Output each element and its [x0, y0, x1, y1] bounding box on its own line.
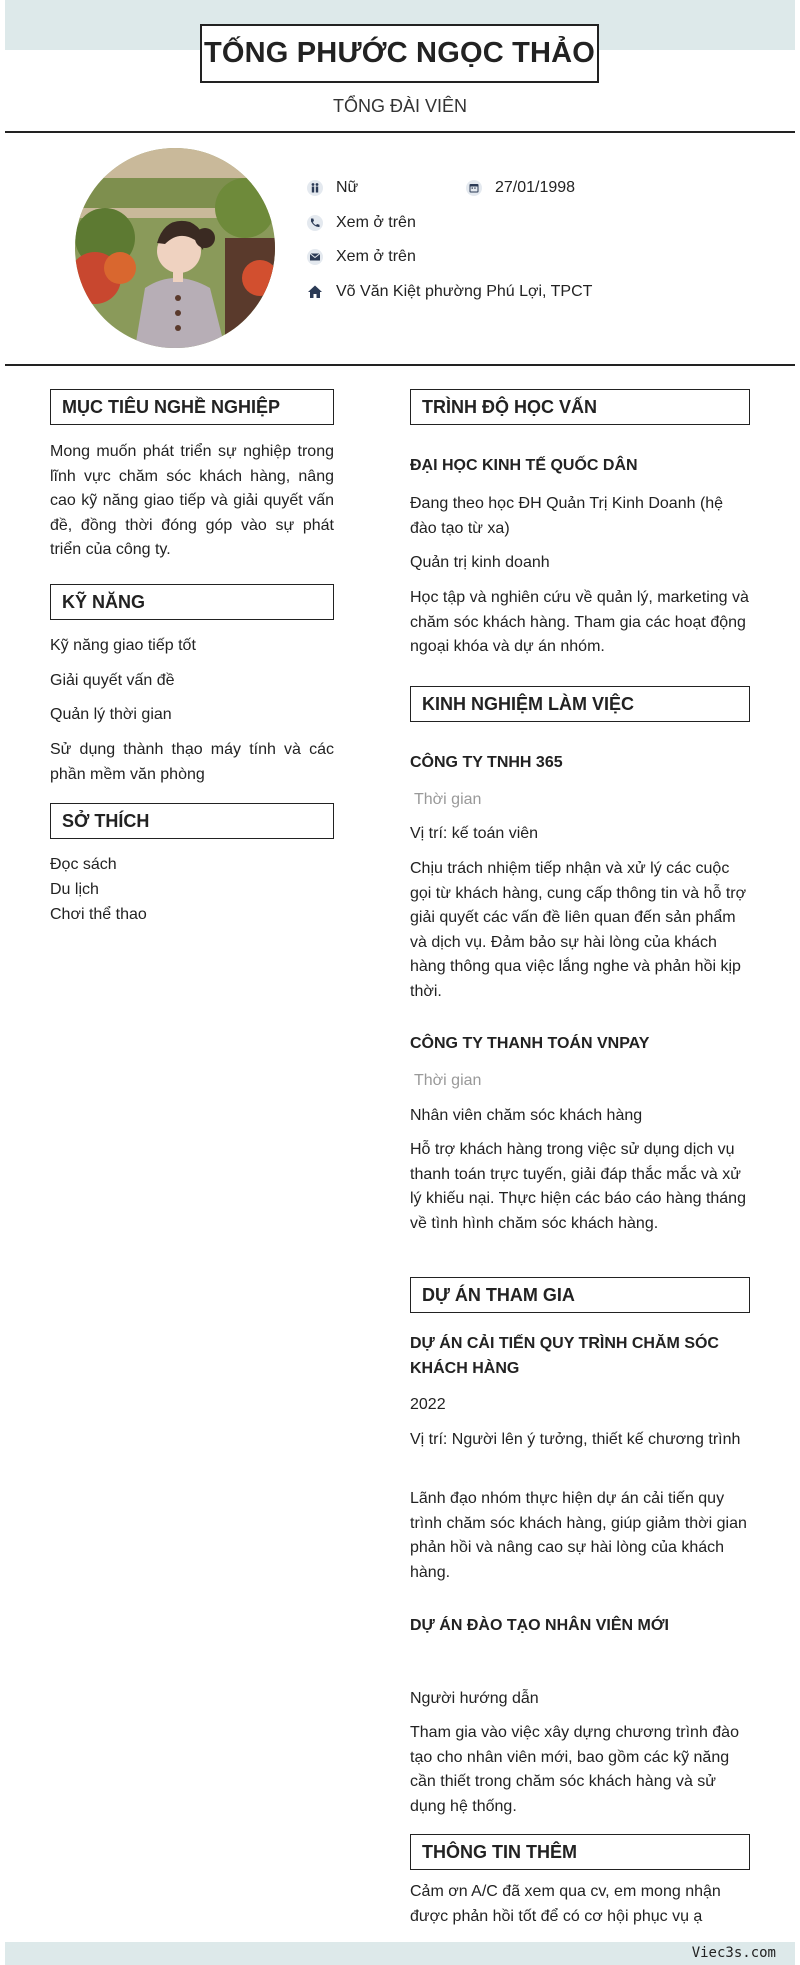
phone-value: Xem ở trên [336, 214, 416, 231]
experience-heading: KINH NGHIỆM LÀM VIỆC [410, 686, 750, 722]
project-year: 2022 [410, 1396, 446, 1413]
education-description: Học tập và nghiên cứu về quản lý, marketing và chăm sóc khách hàng. Tham gia các hoạt động ngoại khóa và dự án nhóm. [410, 589, 749, 655]
birthday-value: 27/01/1998 [495, 179, 576, 196]
phone-row [306, 214, 416, 232]
job-company: CÔNG TY THANH TOÁN VNPAY [410, 1035, 650, 1052]
job-position: Vị trí: kế toán viên [410, 825, 539, 842]
extra-heading: THÔNG TIN THÊM [410, 1834, 750, 1870]
project-role: Vị trí: Người lên ý tưởng, thiết kế chương trình [410, 1431, 741, 1448]
job-description: Hỗ trợ khách hàng trong việc sử dụng dịch vụ thanh toán trực tuyến, giải đáp thắc mắc và xử lý khiếu nại. Thực hiện các báo cáo hàng tháng về tình hình chăm sóc khách hàng. [410, 1141, 746, 1232]
divider-bottom [5, 364, 795, 366]
education-heading: TRÌNH ĐỘ HỌC VẤN [410, 389, 750, 425]
calendar-icon [465, 179, 483, 197]
skill-item: Kỹ năng giao tiếp tốt [50, 637, 196, 654]
phone-icon [306, 214, 324, 232]
gender-value: Nữ [336, 179, 359, 196]
project-name: DỰ ÁN ĐÀO TẠO NHÂN VIÊN MỚI [410, 1617, 669, 1634]
job-time: Thời gian [414, 791, 482, 808]
full-name: TỐNG PHƯỚC NGỌC THẢO [203, 37, 596, 69]
education-program: Đang theo học ĐH Quản Trị Kinh Doanh (hệ đào tạo từ xa) [410, 495, 724, 537]
bottom-band [5, 1942, 795, 1965]
project-description: Lãnh đạo nhóm thực hiện dự án cải tiến quy trình chăm sóc khách hàng, giúp giảm thời gian phản hồi và nâng cao sự hài lòng của khách hàng. [410, 1490, 747, 1581]
project-description: Tham gia vào việc xây dựng chương trình đào tạo cho nhân viên mới, bao gồm các kỹ năng cần thiết trong chăm sóc khách hàng và sử dụng hệ thống. [410, 1724, 739, 1815]
avatar [75, 148, 275, 348]
school-name: ĐẠI HỌC KINH TẾ QUỐC DÂN [410, 457, 638, 474]
hobby-item: Đọc sách [50, 856, 117, 873]
job-company: CÔNG TY TNHH 365 [410, 754, 563, 771]
extra-text: Cảm ơn A/C đã xem qua cv, em mong nhận được phản hồi tốt để có cơ hội phục vụ ạ [410, 1883, 721, 1925]
name-box [200, 24, 599, 83]
footer-brand: Viec3s.com [691, 1945, 776, 1961]
skills-heading: KỸ NĂNG [50, 584, 334, 620]
job-description: Chịu trách nhiệm tiếp nhận và xử lý các cuộc gọi từ khách hàng, cung cấp thông tin và hỗ trợ giải quyết các vấn đề liên quan đến sản phẩm và dịch vụ. Đảm bảo sự hài lòng của khách hàng thông qua việc lắng nghe và phản hồi kịp thời. [410, 860, 747, 1000]
skill-item: Quản lý thời gian [50, 706, 172, 723]
project-name: DỰ ÁN CẢI TIẾN QUY TRÌNH CHĂM SÓC KHÁCH HÀNG [410, 1335, 719, 1377]
job-time: Thời gian [414, 1072, 482, 1089]
education-major: Quản trị kinh doanh [410, 554, 550, 571]
divider-top [5, 131, 795, 133]
objective-heading: MỤC TIÊU NGHỀ NGHIỆP [50, 389, 334, 425]
skill-item: Sử dụng thành thạo máy tính và các phần mềm văn phòng [50, 741, 334, 783]
job-title: TỔNG ĐÀI VIÊN [332, 96, 467, 116]
job-position: Nhân viên chăm sóc khách hàng [410, 1107, 643, 1124]
gender-row [306, 179, 358, 197]
email-row [306, 248, 416, 266]
address-row [306, 283, 592, 301]
hobby-item: Chơi thể thao [50, 906, 147, 923]
address-value: Võ Văn Kiệt phường Phú Lợi, TPCT [336, 283, 593, 300]
birthday-row [465, 179, 575, 197]
envelope-icon [306, 248, 324, 266]
project-role: Người hướng dẫn [410, 1690, 539, 1707]
gender-icon [306, 179, 324, 197]
home-icon [306, 283, 324, 301]
projects-heading: DỰ ÁN THAM GIA [410, 1277, 750, 1313]
email-value: Xem ở trên [336, 248, 416, 265]
objective-text: Mong muốn phát triển sự nghiệp trong lĩnh vực chăm sóc khách hàng, nâng cao kỹ năng giao tiếp và giải quyết vấn đề, đồng thời đóng góp vào sự phát triển của công ty. [50, 443, 334, 558]
skill-item: Giải quyết vấn đề [50, 672, 175, 689]
hobbies-heading: SỞ THÍCH [50, 803, 334, 839]
hobby-item: Du lịch [50, 881, 99, 898]
